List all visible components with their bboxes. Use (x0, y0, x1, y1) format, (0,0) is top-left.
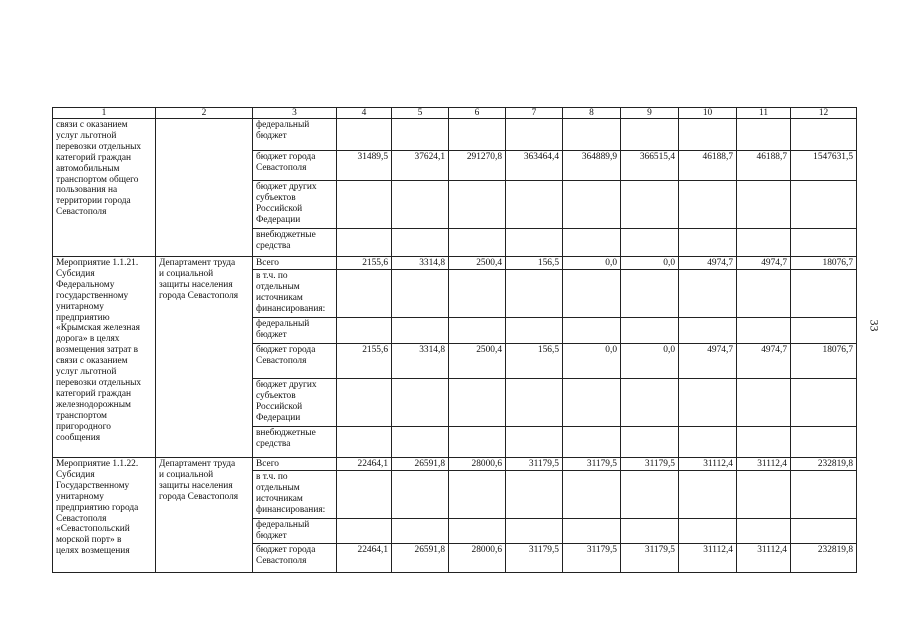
value-cell: 31179,5 (506, 458, 563, 471)
value-cell (449, 427, 506, 458)
value-cell (337, 519, 392, 544)
value-cell: 2500,4 (449, 344, 506, 379)
header-cell: 9 (621, 108, 679, 119)
value-cell: 2155,6 (337, 344, 392, 379)
value-cell (337, 379, 392, 427)
executor-cell (156, 119, 253, 257)
value-cell (392, 181, 449, 229)
value-cell (737, 119, 791, 151)
value-cell: 3314,8 (392, 344, 449, 379)
value-cell: 31179,5 (563, 458, 621, 471)
value-cell: 366515,4 (621, 151, 679, 181)
value-cell (679, 181, 737, 229)
value-cell (791, 379, 857, 427)
funding-source-cell: федеральный бюджет (253, 318, 337, 344)
value-cell (791, 471, 857, 519)
value-cell (449, 471, 506, 519)
value-cell: 0,0 (621, 257, 679, 270)
value-cell (506, 379, 563, 427)
value-cell (621, 318, 679, 344)
funding-source-cell: Всего (253, 257, 337, 270)
value-cell: 232819,8 (791, 544, 857, 573)
value-cell: 2500,4 (449, 257, 506, 270)
value-cell: 31179,5 (621, 458, 679, 471)
value-cell (506, 229, 563, 257)
value-cell: 46188,7 (737, 151, 791, 181)
value-cell (621, 181, 679, 229)
value-cell (679, 119, 737, 151)
value-cell: 364889,9 (563, 151, 621, 181)
header-cell: 5 (392, 108, 449, 119)
value-cell: 4974,7 (737, 344, 791, 379)
value-cell (563, 119, 621, 151)
value-cell: 4974,7 (679, 344, 737, 379)
value-cell (392, 427, 449, 458)
value-cell (563, 318, 621, 344)
value-cell: 18076,7 (791, 257, 857, 270)
table-row (53, 458, 857, 471)
value-cell: 37624,1 (392, 151, 449, 181)
value-cell (737, 318, 791, 344)
value-cell (337, 270, 392, 318)
value-cell (506, 270, 563, 318)
funding-source-cell: бюджет других субъектов Российской Федерации (253, 379, 337, 427)
value-cell (563, 181, 621, 229)
executor-cell: Департамент труда и социальной защиты населения города Севастополя (156, 257, 253, 458)
value-cell (506, 519, 563, 544)
value-cell (679, 318, 737, 344)
value-cell (621, 119, 679, 151)
value-cell (621, 229, 679, 257)
value-cell (563, 379, 621, 427)
funding-source-cell: федеральный бюджет (253, 519, 337, 544)
value-cell (449, 119, 506, 151)
value-cell: 4974,7 (737, 257, 791, 270)
value-cell: 18076,7 (791, 344, 857, 379)
value-cell (679, 519, 737, 544)
table-row (53, 119, 857, 151)
value-cell (791, 318, 857, 344)
value-cell: 28000,6 (449, 458, 506, 471)
header-cell: 3 (253, 108, 337, 119)
header-cell: 10 (679, 108, 737, 119)
value-cell: 232819,8 (791, 458, 857, 471)
value-cell (506, 318, 563, 344)
value-cell: 31179,5 (506, 544, 563, 573)
value-cell (563, 471, 621, 519)
table-row (53, 257, 857, 270)
value-cell (791, 427, 857, 458)
value-cell: 46188,7 (679, 151, 737, 181)
value-cell (737, 229, 791, 257)
value-cell (563, 427, 621, 458)
header-cell: 4 (337, 108, 392, 119)
value-cell: 31112,4 (679, 544, 737, 573)
value-cell: 31112,4 (737, 458, 791, 471)
value-cell (506, 427, 563, 458)
value-cell: 31112,4 (679, 458, 737, 471)
value-cell (392, 318, 449, 344)
value-cell: 0,0 (563, 344, 621, 379)
value-cell (737, 379, 791, 427)
value-cell (392, 270, 449, 318)
value-cell (392, 379, 449, 427)
value-cell (737, 519, 791, 544)
value-cell (791, 181, 857, 229)
executor-cell: Департамент труда и социальной защиты населения города Севастополя (156, 458, 253, 573)
header-cell: 11 (737, 108, 791, 119)
value-cell (449, 270, 506, 318)
page-number: 33 (867, 319, 882, 332)
value-cell: 0,0 (563, 257, 621, 270)
value-cell (392, 229, 449, 257)
value-cell: 3314,8 (392, 257, 449, 270)
value-cell (791, 270, 857, 318)
value-cell (449, 318, 506, 344)
table-body (53, 108, 857, 573)
value-cell (449, 379, 506, 427)
value-cell (506, 471, 563, 519)
value-cell (449, 181, 506, 229)
value-cell (506, 181, 563, 229)
header-cell: 8 (563, 108, 621, 119)
value-cell (679, 379, 737, 427)
value-cell (737, 270, 791, 318)
value-cell: 22464,1 (337, 458, 392, 471)
value-cell: 31179,5 (563, 544, 621, 573)
value-cell: 28000,6 (449, 544, 506, 573)
value-cell (337, 471, 392, 519)
header-cell: 2 (156, 108, 253, 119)
value-cell: 1547631,5 (791, 151, 857, 181)
value-cell (337, 119, 392, 151)
value-cell: 31112,4 (737, 544, 791, 573)
value-cell (563, 270, 621, 318)
value-cell: 363464,4 (506, 151, 563, 181)
value-cell (337, 318, 392, 344)
value-cell (621, 379, 679, 427)
value-cell: 291270,8 (449, 151, 506, 181)
funding-source-cell: в т.ч. по отдельным источникам финансирования: (253, 471, 337, 519)
value-cell (392, 119, 449, 151)
value-cell (621, 519, 679, 544)
funding-source-cell: внебюджетные средства (253, 229, 337, 257)
header-cell: 12 (791, 108, 857, 119)
value-cell (679, 270, 737, 318)
value-cell (563, 519, 621, 544)
value-cell: 2155,6 (337, 257, 392, 270)
value-cell (621, 270, 679, 318)
funding-source-cell: федеральный бюджет (253, 119, 337, 151)
measure-cell: связи с оказанием услуг льготной перевозки отдельных категорий граждан автомобильным транспортом общего пользования на территории города Севастополя (53, 119, 156, 257)
value-cell (337, 181, 392, 229)
header-cell: 7 (506, 108, 563, 119)
value-cell (392, 471, 449, 519)
value-cell (737, 471, 791, 519)
budget-table (52, 107, 857, 573)
value-cell (621, 427, 679, 458)
value-cell: 26591,8 (392, 544, 449, 573)
value-cell: 31489,5 (337, 151, 392, 181)
value-cell (449, 229, 506, 257)
value-cell (737, 181, 791, 229)
value-cell (791, 519, 857, 544)
value-cell: 0,0 (621, 344, 679, 379)
value-cell (563, 229, 621, 257)
header-row (53, 108, 857, 119)
value-cell (679, 471, 737, 519)
value-cell (337, 229, 392, 257)
funding-source-cell: в т.ч. по отдельным источникам финансирования: (253, 270, 337, 318)
value-cell: 31179,5 (621, 544, 679, 573)
header-cell: 1 (53, 108, 156, 119)
funding-source-cell: бюджет города Севастополя (253, 344, 337, 379)
value-cell: 4974,7 (679, 257, 737, 270)
value-cell: 22464,1 (337, 544, 392, 573)
value-cell (392, 519, 449, 544)
value-cell: 156,5 (506, 344, 563, 379)
funding-source-cell: бюджет других субъектов Российской Федерации (253, 181, 337, 229)
funding-source-cell: внебюджетные средства (253, 427, 337, 458)
value-cell (337, 427, 392, 458)
value-cell (449, 519, 506, 544)
value-cell: 26591,8 (392, 458, 449, 471)
measure-cell: Мероприятие 1.1.22. Субсидия Государственному унитарному предприятию города Севастополя «Севастопольский морской порт» в целях возмещения (53, 458, 156, 573)
value-cell (791, 119, 857, 151)
funding-source-cell: бюджет города Севастополя (253, 151, 337, 181)
value-cell: 156,5 (506, 257, 563, 270)
measure-cell: Мероприятие 1.1.21. Субсидия Федеральному государственному унитарному предприятию «Крымская железная дорога» в целях возмещения затрат в связи с оказанием услуг льготной перевозки отдельных категорий граждан железнодорожным транспортом пригородного сообщения (53, 257, 156, 458)
value-cell (506, 119, 563, 151)
header-cell: 6 (449, 108, 506, 119)
value-cell (621, 471, 679, 519)
value-cell (679, 427, 737, 458)
value-cell (791, 229, 857, 257)
value-cell (679, 229, 737, 257)
value-cell (737, 427, 791, 458)
funding-source-cell: бюджет города Севастополя (253, 544, 337, 573)
funding-source-cell: Всего (253, 458, 337, 471)
